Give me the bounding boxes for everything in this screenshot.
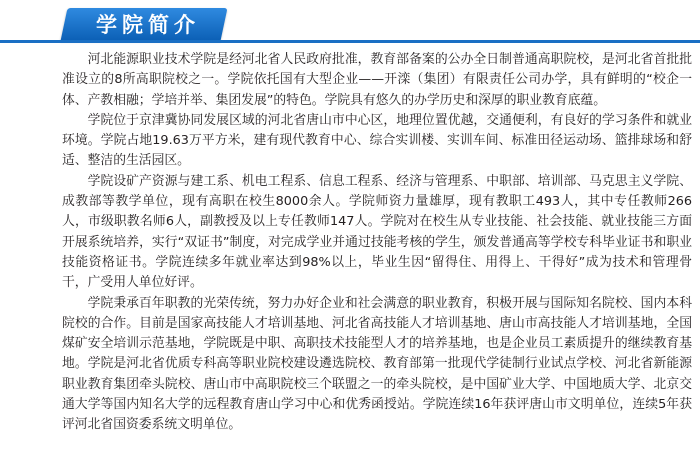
article-body <box>62 50 692 436</box>
paragraph-location: 学院位于京津冀协同发展区域的河北省唐山市中心区，地理位置优越，交通便利，有良好的学习条件和就业环境。学院占地19.63万平方米，建有现代教育中心、综合实训楼、实训车间、标准田径运动场、篮排球场和舒适、整洁的生活园区。 <box>62 112 692 169</box>
section-title: 学院简介 <box>96 13 200 37</box>
paragraph-departments: 学院设矿产资源与建工系、机电工程系、信息工程系、经济与管理系、中职部、培训部、马克思主义学院、成教部等教学单位，现有高职在校生8000余人。学院师资力量雄厚，现有教职工493人，其中专任教师266人，市级职教名师6人，副教授及以上专任教师147人。学院对在校生从专业技能、社会技能、就业技能三方面开展系统培养，实行“双证书”制度，对完成学业并通过技能考核的学生，颁发普通高等学校专科毕业证书和职业技能资格证书。学院连续多年就业率达到98%以上，毕业生因“留得住、用得上、干得好”成为技术和管理骨干，广受用人单位好评。 <box>62 173 692 291</box>
paragraph-achievements: 学院秉承百年职教的光荣传统，努力办好企业和社会满意的职业教育，积极开展与国际知名院校、国内本科院校的合作。目前是国家高技能人才培训基地、河北省高技能人才培训基地、唐山市高技能人才培训基地，全国煤矿安全培训示范基地，学院既是中职、高职技术技能型人才的培养基地，也是企业员工素质提升的继续教育基地。学院是河北省优质专科高等职业院校建设遴选院校、教育部第一批现代学徒制行业试点学校、河北省新能源职业教育集团牵头院校、唐山市中高职院校三个联盟之一的牵头院校，是中国矿业大学、中国地质大学、北京交通大学等国内知名大学的远程教育唐山学习中心和优秀函授站。学院连续16年获评唐山市文明单位，连续5年获评河北省国资委系统文明单位。 <box>62 295 692 433</box>
paragraph-intro: 河北能源职业技术学院是经河北省人民政府批准，教育部备案的公办全日制普通高职院校，是河北省首批批准设立的8所高职院校之一。学院依托国有大型企业——开滦（集团）有限责任公司办学，具有鲜明的“校企一体、产教相融；学培并举、集团发展”的特色。学院具有悠久的办学历史和深厚的职业教育底蕴。 <box>62 52 692 108</box>
section-header <box>0 0 700 44</box>
header-divider <box>0 40 700 43</box>
